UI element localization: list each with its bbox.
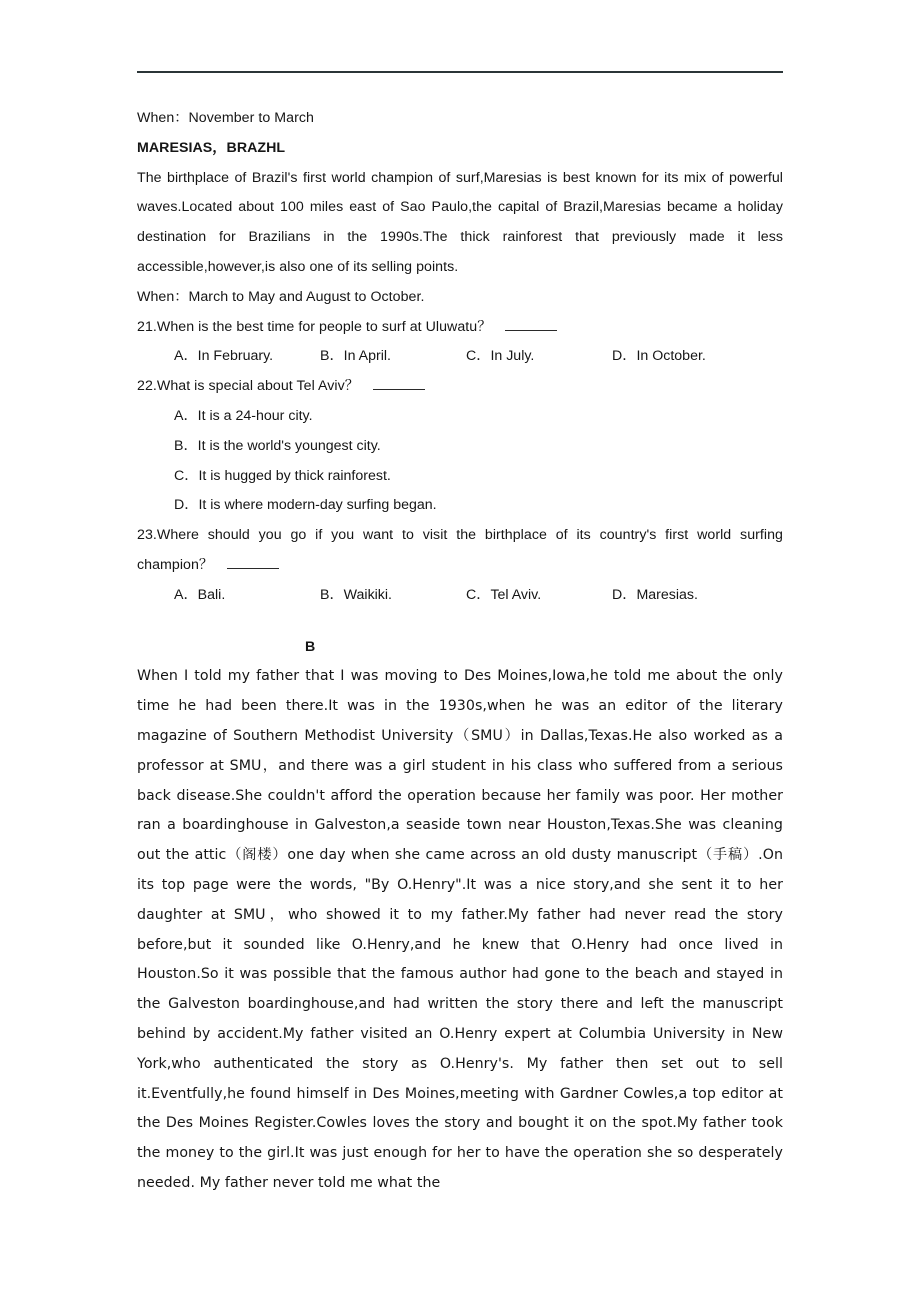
question-23-options — [137, 581, 783, 611]
option-c-text: Tel Aviv. — [490, 586, 542, 603]
option-a-mark: A． — [174, 407, 198, 424]
question-23-stem — [137, 521, 783, 581]
option-c-mark: C． — [466, 348, 491, 365]
question-23-option-a[interactable] — [174, 581, 225, 611]
passage-a-body: The birthplace of Brazil's first world champion of surf,Maresias is best known for its mix of powerful waves.Located about 100 miles east of Sao Paulo,the capital of Brazil,Maresias became a holiday destination for Brazilians in the 1990s.The thick rainforest that previously made it less accessible,however,is also one of its selling points. — [137, 169, 783, 275]
option-d-text: Maresias. — [636, 586, 698, 603]
question-21-option-c[interactable] — [466, 342, 534, 372]
question-22-stem — [137, 372, 783, 402]
question-23-option-b[interactable] — [320, 581, 392, 611]
question-22-stem-text: 22.What is special about Tel Aviv？ — [137, 378, 359, 395]
question-22-option-d-row — [137, 491, 783, 521]
option-a-text: It is a 24-hour city. — [197, 407, 313, 424]
question-23-option-d[interactable] — [612, 581, 698, 611]
option-c-mark: C． — [174, 467, 199, 484]
option-b-text: In April. — [343, 348, 391, 365]
question-23-stem-text: 23.Where should you go if you want to visit the birthplace of its country's first world surfing champion？ — [137, 527, 783, 573]
question-22-option-c-row — [137, 462, 783, 492]
question-22-option-a-row — [137, 402, 783, 432]
question-21-options — [137, 342, 783, 372]
option-d-mark: D． — [612, 586, 637, 603]
option-d-mark: D． — [174, 497, 199, 514]
question-21-stem — [137, 313, 783, 343]
option-a-mark: A． — [174, 586, 198, 603]
question-21-option-d[interactable] — [612, 342, 706, 372]
option-b-text: Waikiki. — [343, 586, 392, 603]
option-b-text: It is the world's youngest city. — [197, 437, 381, 454]
option-a-mark: A． — [174, 348, 198, 365]
question-22-option-b[interactable] — [174, 432, 381, 462]
question-22-option-d[interactable] — [174, 491, 437, 521]
option-d-mark: D． — [612, 348, 637, 365]
question-22-option-a[interactable] — [174, 402, 313, 432]
question-21-answer-blank[interactable] — [505, 319, 557, 331]
question-23-option-c[interactable] — [466, 581, 541, 611]
question-21-option-a[interactable] — [174, 342, 273, 372]
passage-b-body: When I told my father that I was moving to Des Moines,Iowa,he told me about the only time he had been there.It was in the 1930s,when he was an editor of the literary magazine of Southern Methodist University（SMU）in Dallas,Texas.He also worked as a professor at SMU，and there was a girl student in his class who suffered from a serious back disease.She couldn't afford the operation because her family was poor. Her mother ran a boardinghouse in Galveston,a seaside town near Houston,Texas.She was cleaning out the attic（阁楼）one day when she came across an old dusty manuscript（手稿）.On its top page were the words, "By O.Henry".It was a nice story,and she sent it to her daughter at SMU，who showed it to my father.My father had never read the story before,but it sounded like O.Henry,and he knew that O.Henry had once lived in Houston.So it was possible that the famous author had gone to the beach and stayed in the Galveston boardinghouse,and had written the story there and left the manuscript behind by accident.My father visited an O.Henry expert at Columbia University in New York,who authenticated the story as O.Henry's. My father then set out to sell it.Eventfully,he found himself in Des Moines,meeting with Gardner Cowles,a top editor at the Des Moines Register.Cowles loves the story and bought it on the spot.My father took the money to the girl.It was just enough for her to have the operation she so desperately needed. My father never told me what the — [137, 668, 783, 1191]
question-21-option-b[interactable] — [320, 342, 391, 372]
page-body — [137, 104, 783, 1199]
passage-a-when-line-1: When：November to March — [137, 110, 314, 126]
question-22-answer-blank[interactable] — [373, 378, 425, 390]
option-b-mark: B． — [174, 437, 198, 454]
passage-b-section-label: B — [305, 638, 316, 655]
question-21-stem-text: 21.When is the best time for people to surf at Uluwatu？ — [137, 318, 492, 335]
passage-a-heading: MARESIAS，BRAZHL — [137, 139, 286, 156]
question-22-option-c[interactable] — [174, 462, 391, 492]
option-d-text: In October. — [636, 348, 706, 365]
question-22-option-b-row — [137, 432, 783, 462]
section-spacer — [137, 611, 783, 633]
option-a-text: Bali. — [197, 586, 226, 603]
passage-a-when-line-2: When：March to May and August to October. — [137, 288, 425, 305]
page-header-rule — [137, 71, 783, 73]
option-c-text: In July. — [490, 348, 535, 365]
option-c-mark: C． — [466, 586, 491, 603]
option-b-mark: B． — [320, 348, 344, 365]
option-c-text: It is hugged by thick rainforest. — [198, 467, 391, 484]
option-d-text: It is where modern-day surfing began. — [198, 497, 437, 514]
option-a-text: In February. — [197, 348, 274, 365]
question-23-answer-blank[interactable] — [227, 557, 279, 569]
option-b-mark: B． — [320, 586, 344, 603]
